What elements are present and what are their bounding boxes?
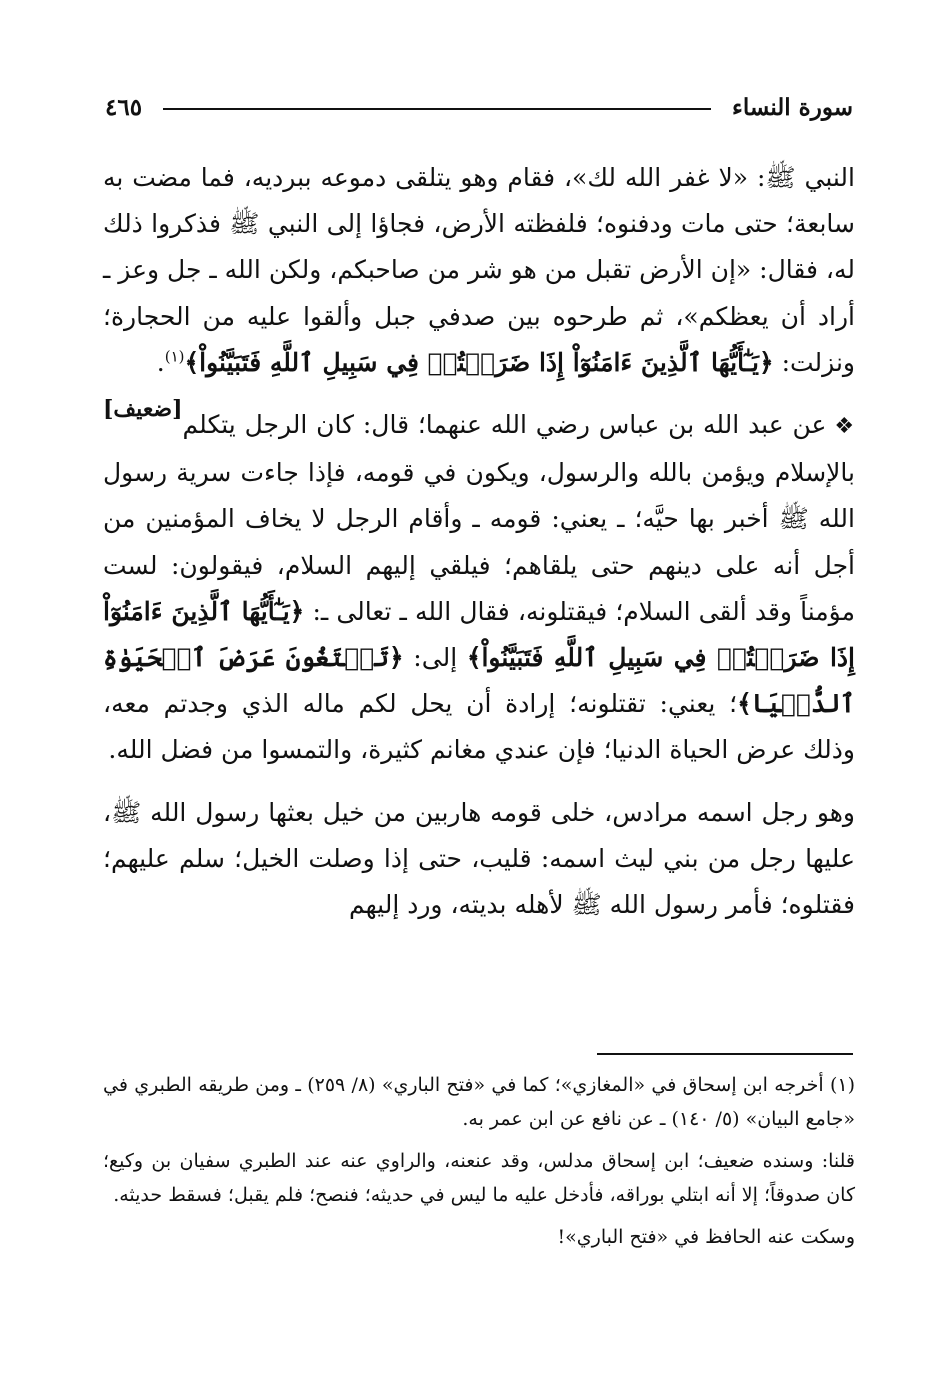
paragraph-1-end: . [156,347,165,377]
paragraph-3-text: وهو رجل اسمه مرادس، خلى قومه هاربين من خيل بعثها رسول الله ﷺ، عليها رجل من بني ليث اسمه: قليب، حتى إذا وصلت الخيل؛ سلم عليهم؛ فقتلوه؛ فأمر رسول الله ﷺ لأهله بديته، ورد إليهم [103,797,855,920]
paragraph-2 [103,402,855,774]
paragraph-2-text-a: عن عبد الله بن عباس رضي الله عنهما؛ قال: كان الرجل يتكلم بالإسلام ويؤمن بالله والرسول، ويكون في قومه، فإذا جاءت سرية رسول الله ﷺ أخبر بها حيَّه؛ ـ يعني: قومه ـ وأقام الرجل لا يخاف المؤمنين من أجل أنه على دينهم حتى يلقاهم؛ فيلقي إليهم السلام، فيقولون: لست مؤمناً وقد ألقى السلام؛ فيقتلونه، فقال الله ـ تعالى ـ: [103,410,855,626]
footnotes [103,1068,855,1254]
paragraph-1-text: النبي ﷺ: «لا غفر الله لك»، فقام وهو يتلقى دموعه ببرديه، فما مضت به سابعة؛ حتى مات ودفنوه؛ فلفظته الأرض، فجاؤا إلى النبي ﷺ فذكروا ذلك له، فقال: «إن الأرض تقبل من هو شر من صاحبكم، ولكن الله ـ جل وعز ـ أراد أن يعظكم»، ثم طرحوه بين صدفي جبل وألقوا عليه من الحجارة؛ ونزلت: [103,163,855,377]
footnote-separator [597,1053,853,1055]
quran-verse: ﴿يَـٰٓأَيُّهَا ٱلَّذِينَ ءَامَنُوٓاْ إِذَا ضَرَبۡتُمۡ فِي سَبِيلِ ٱللَّهِ فَتَبَيَّنُواْ﴾ [184,347,774,377]
main-text [103,155,855,928]
footnote-note: وسكت عنه الحافظ في «فتح الباري»! [557,1226,855,1248]
footnote-1: (١) أخرجه ابن إسحاق في «المغازي»؛ كما في «فتح الباري» (٨/ ٢٥٩) ـ ومن طريقه الطبري في «جامع البيان» (٥/ ١٤٠) ـ عن نافع عن ابن عمر به. [103,1074,855,1130]
page-number: ٤٦٥ [105,94,143,121]
surah-title: سورة النساء [732,94,853,121]
footnote-reference[interactable]: (١) [164,347,185,366]
paragraph-2-text-b: إلى: [403,643,467,673]
header-rule [163,108,711,110]
page-header [105,92,853,124]
quran-verse: ﴿يَـٰٓأَيُّهَا ٱلَّذِينَ ءَامَنُوٓاْ إِذَا ضَرَبۡتُمۡ فِي سَبِيلِ ٱللَّهِ فَتَبَيَّنُواْ﴾ [103,596,855,673]
paragraph-3 [103,790,855,929]
grade-label: [ضعيف] [103,396,183,423]
paragraph-1 [103,155,855,423]
quran-verse: ﴿تَبۡتَغُونَ عَرَضَ ٱلۡحَيَوٰةِ ٱلدُّنۡيَا﴾ [103,643,855,719]
footnote-comment: قلنا: وسنده ضعيف؛ ابن إسحاق مدلس، وقد عنعنه، والراوي عنه عند الطبري سفيان بن وكيع؛ كان صدوقاً؛ إلا أنه ابتلي بوراقه، فأدخل عليه ما ليس في حديثه؛ فنصح؛ فلم يقبل؛ فسقط حديثه. [103,1150,855,1206]
paragraph-2-text-c: ؛ يعني: تقتلونه؛ إرادة أن يحل لكم ماله الذي وجدتم معه، وذلك عرض الحياة الدنيا؛ فإن عندي مغانم كثيرة، والتمسوا من فضل الله. [103,689,855,765]
section-star-icon: ❖ [834,414,855,440]
